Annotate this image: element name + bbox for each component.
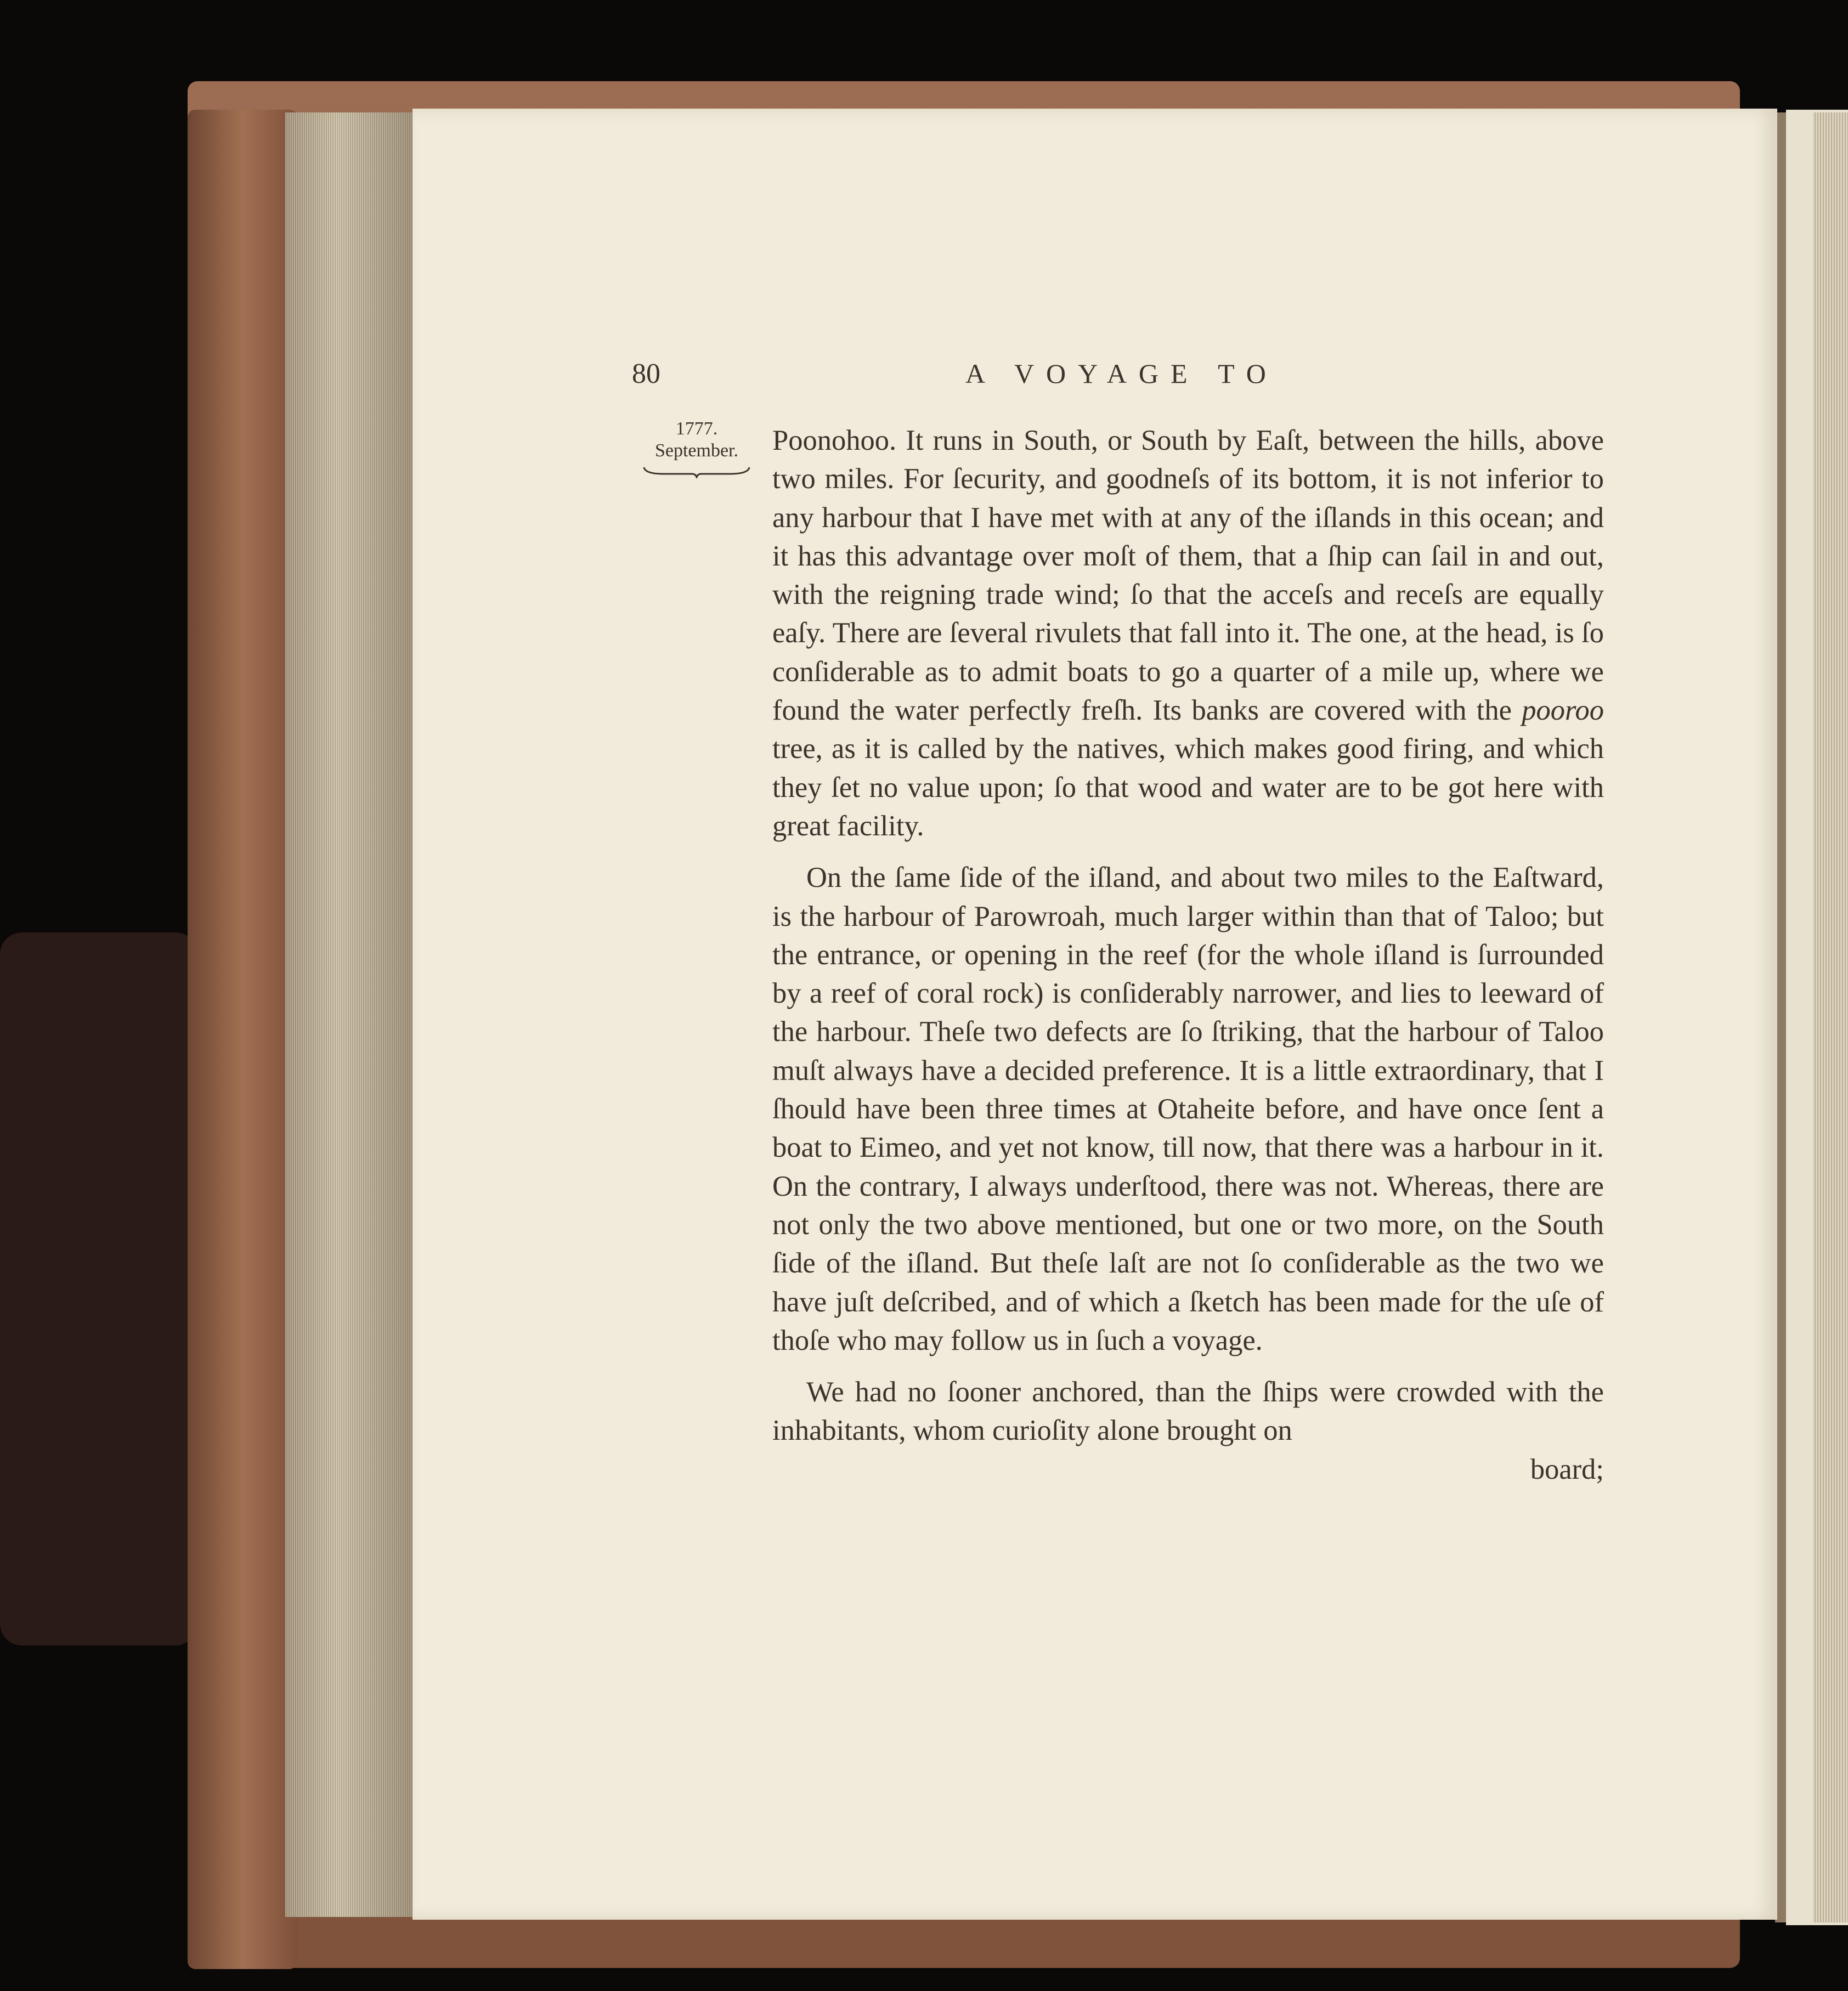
dark-background bbox=[0, 932, 197, 1645]
catchword: board; bbox=[1530, 1453, 1604, 1485]
paragraph-2: On the ſame ſide of the iſland, and about two miles to the Eaſtward, is the harbour of Parowroah, much larger within than that of Taloo; but the entrance, or opening in the reef (for the whole iſland is ſurrounded by a reef of coral rock) is conſiderably narrower, and lies to leeward of the harbour. Theſe two defects are ſo ſtriking, that the harbour of Taloo muſt always have a decided preference. It is a little extraordinary, that I ſhould have been three times at Otaheite before, and have once ſent a boat to Eimeo, and yet not know, till now, that there was a harbour in it. On the contrary, I always underſtood, there was not. Whereas, there are not only the two above mentioned, but one or two more, on the South ſide of the iſland. But theſe laſt are not ſo conſiderable as the two we have juſt deſcribed, and of which a ſketch has been made for the uſe of thoſe who may follow us in ſuch a voyage. bbox=[772, 862, 1604, 1356]
page-edges-shading bbox=[285, 112, 417, 1917]
paragraph-1-part-2: tree, as it is called by the natives, which makes good firing, and which they ſet no value upon; ſo that wood and water are to be got here with great facility. bbox=[772, 733, 1604, 842]
margin-note-month: September. bbox=[654, 440, 739, 461]
margin-note-year: 1777. bbox=[675, 418, 718, 439]
margin-note bbox=[634, 418, 760, 478]
paragraph-1 bbox=[772, 421, 1604, 845]
paragraph-1-part-1: Poonohoo. It runs in South, or South by Eaſt, between the hills, above two miles. For ſecurity, and goodneſs of its bottom, it is not inferior to any harbour that I have met with at any of the iſlands in this ocean; and it has this advantage over moſt of them, that a ſhip can ſail in and out, with the reigning trade wind; ſo that the acceſs and receſs are equally eaſy. There are ſeveral rivulets that fall into it. The one, at the head, is ſo conſiderable as to admit boats to go a quarter of a mile up, where we found the water perfectly freſh. Its banks are covered with the bbox=[772, 425, 1604, 727]
paragraph-3: We had no ſooner anchored, than the ſhips were crowded with the inhabitants, whom curioſity alone brought on bbox=[772, 1376, 1604, 1447]
page-number: 80 bbox=[632, 358, 660, 389]
page-edges-right bbox=[1813, 112, 1848, 1922]
paragraph-1-italic-word: pooroo bbox=[1522, 694, 1604, 727]
running-head: A VOYAGE TO bbox=[965, 358, 1278, 389]
body-text bbox=[772, 421, 1604, 1489]
curly-brace-icon bbox=[642, 465, 751, 478]
book-spine bbox=[188, 110, 297, 1969]
